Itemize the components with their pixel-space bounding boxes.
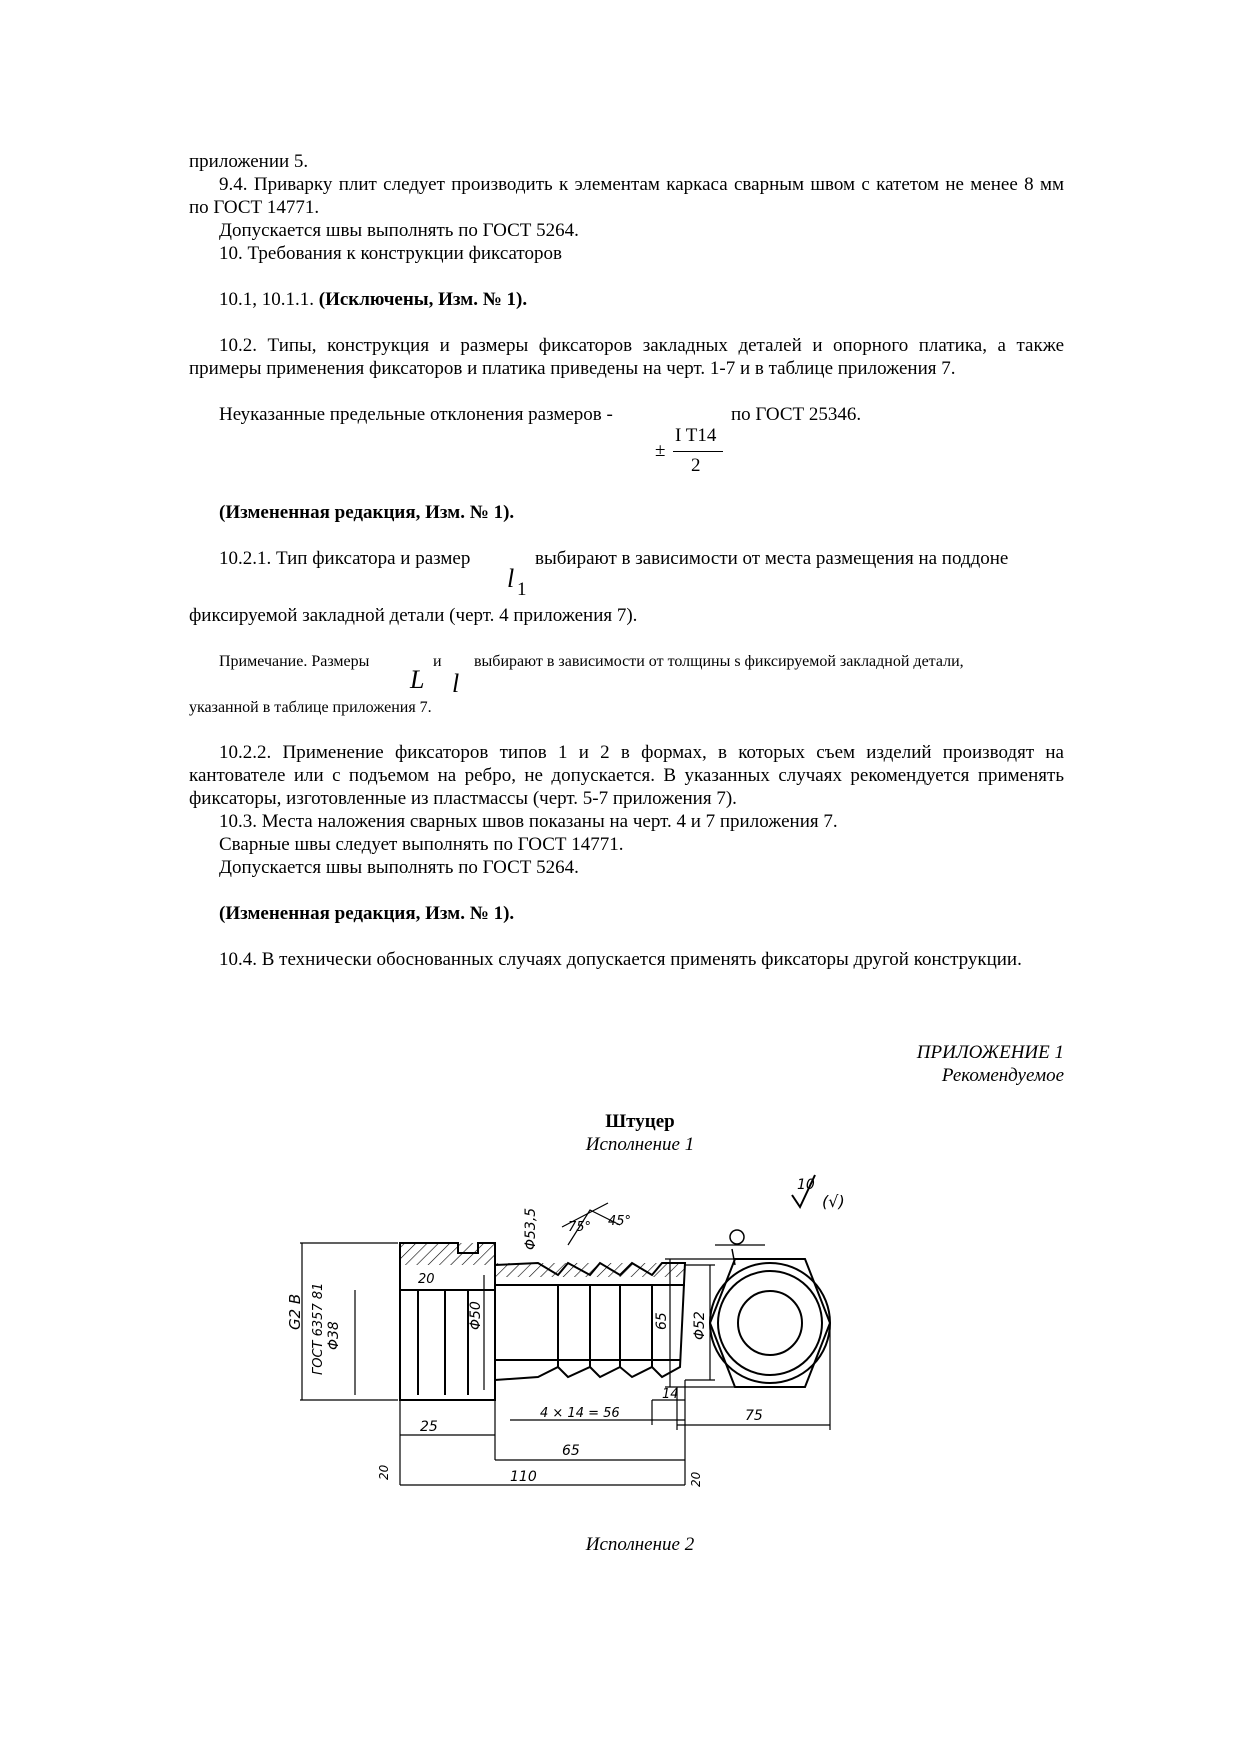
clause-numbers: 10.1, 10.1.1. [219, 289, 314, 310]
drawing-title: Штуцер [605, 1111, 675, 1132]
text-line [219, 288, 527, 311]
note-text: Примечание. Размеры [219, 653, 370, 670]
section-heading: 10. Требования к конструкции фиксаторов [219, 243, 562, 264]
symbol-l: l [507, 564, 515, 593]
text-line: Допускается швы выполнять по ГОСТ 5264. [219, 220, 579, 241]
text-line: приложении 5. [189, 151, 309, 172]
dim-d52: Φ52 [692, 1311, 708, 1340]
text-line: 10.2.1. Тип фиксатора и размер [219, 548, 471, 569]
recommended-label: Рекомендуемое [941, 1065, 1064, 1086]
weld-mark-20-right: 20 [689, 1471, 703, 1487]
dim-75-width: 75 [745, 1408, 763, 1424]
dim-65-height: 65 [654, 1312, 670, 1330]
dim-d50: Φ50 [468, 1301, 484, 1330]
note-text: и [433, 653, 442, 670]
paragraph-10-2: 10.2. Типы, конструкция и размеры фиксаторов закладных деталей и опорного платика, а также примеры применения фиксаторов и платика приведены на черт. 1-7 и в таблице приложения 7. [189, 335, 1064, 379]
note-text: выбирают в зависимости от толщины s фиксируемой закладной детали, [474, 653, 964, 670]
fitting-drawing [286, 1155, 980, 1545]
paragraph-9-4: 9.4. Приварку плит следует производить к элементам каркаса сварным швом с катетом не менее 8 мм по ГОСТ 14771. [189, 174, 1064, 218]
fraction-bar [673, 451, 723, 452]
text-line: по ГОСТ 25346. [731, 404, 862, 425]
dim-d38: Φ38 [326, 1321, 342, 1350]
dim-20: 20 [418, 1272, 435, 1287]
paragraph-10-2-2: 10.2.2. Применение фиксаторов типов 1 и 2 в формах, в которых съем изделий производят на кантователе или с подъемом на ребро, не допускается. В указанных случаях рекомендуется применять фиксаторы, изготовленные из пластмассы (черт. 5-7 приложения 7). [189, 742, 1064, 809]
side-view [400, 1243, 685, 1400]
amendment-note: (Измененная редакция, Изм. № 1). [219, 903, 515, 924]
appendix-label: ПРИЛОЖЕНИЕ 1 [916, 1042, 1064, 1063]
version-2-label: Исполнение 2 [585, 1534, 695, 1555]
roughness-value: 10 [797, 1177, 815, 1193]
roughness-paren: (√) [822, 1192, 845, 1211]
text-line: Сварные швы следует выполнять по ГОСТ 14771. [219, 834, 624, 855]
text-line: выбирают в зависимости от места размещения на поддоне [535, 548, 1009, 569]
formula-denominator: 2 [691, 455, 701, 476]
dim-25: 25 [420, 1419, 438, 1435]
symbol-subscript-1: 1 [517, 579, 527, 600]
text-line: Неуказанные предельные отклонения размеров - [219, 404, 613, 425]
plus-minus-sign: ± [655, 440, 666, 461]
angle-75: 75° [568, 1220, 592, 1235]
note-text: указанной в таблице приложения 7. [189, 699, 432, 716]
formula-numerator: I T14 [675, 425, 717, 446]
tolerance-formula [655, 424, 735, 476]
end-view [665, 1230, 830, 1430]
excluded-note: (Исключены, Изм. № 1). [318, 289, 528, 310]
dim-65: 65 [562, 1443, 580, 1459]
gost-note: ГОСТ 6357 81 [311, 1282, 326, 1375]
thread-dim: G2 B [286, 1293, 304, 1330]
dim-110: 110 [510, 1469, 537, 1485]
weld-mark-20-left: 20 [377, 1464, 391, 1480]
text-line: Допускается швы выполнять по ГОСТ 5264. [219, 857, 579, 878]
amendment-note: (Измененная редакция, Изм. № 1). [219, 502, 515, 523]
dim-4x14: 4 × 14 = 56 [540, 1406, 620, 1421]
paragraph-10-4: 10.4. В технически обоснованных случаях допускается применять фиксаторы другой конструкции. [219, 949, 1022, 970]
text-line: фиксируемой закладной детали (черт. 4 приложения 7). [189, 605, 638, 626]
dim-14: 14 [662, 1387, 679, 1402]
dim-d53: Φ53,5 [523, 1207, 539, 1250]
angle-45: 45° [608, 1214, 632, 1229]
version-1-label: Исполнение 1 [585, 1134, 695, 1155]
symbol-L: L [410, 665, 425, 694]
paragraph-10-3: 10.3. Места наложения сварных швов показаны на черт. 4 и 7 приложения 7. [219, 811, 838, 832]
symbol-l: l [452, 669, 460, 698]
